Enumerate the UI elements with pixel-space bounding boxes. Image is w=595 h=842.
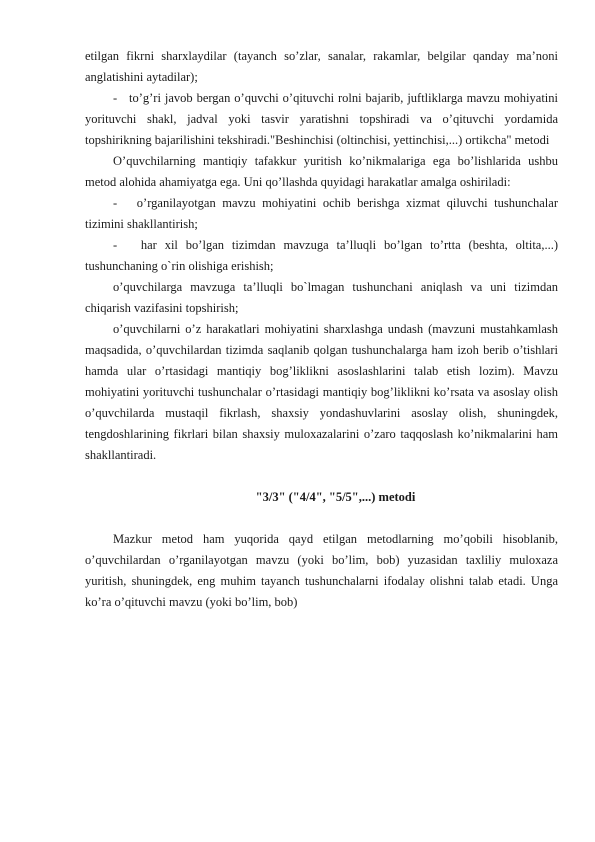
paragraph-2: - to’g’ri javob bergan o’quvchi o’qituvchi rolni bajarib, juftliklarga mavzu mohiyatini yorituvchi shakl, jadval yoki tasvir yaratishni topshiradi va o’qituvchi yordamida topshirikning bajarilishini tekshiradi."Beshinchisi (oltinchisi, yettinchisi,...) ortikcha" metodi — [85, 91, 558, 147]
paragraph-7: o’quvchilarni o’z harakatlari mohiyatini sharxlashga undash (mavzuni mustahkamlash maqsadida, o’quvchilardan tizimda saqlanib qolgan tushunchalarga ham izoh berib o’tishlari hamda ular o’rtasidagi mantiqiy bog’liklikni asoslashlarini talab etish lozim). Mavzu mohiyatini yorituvchi tushunchalar o’rtasidagi mantiqiy bog’liklikni ko’rsata va asoslay olish o’quvchilarda mustaqil fikrlash, shaxsiy yondashuvlarini asoslay olish, shuningdek, tengdoshlarining fikrlari bilan shaxsiy muloxazalarini o’zaro taqqoslash ko’nikmalarini ham shakllantiradi. — [85, 322, 558, 462]
paragraph-4: - o’rganilayotgan mavzu mohiyatini ochib berishga xizmat qiluvchi tushunchalar tizimini shakllantirish; — [85, 196, 558, 231]
paragraph-1: etilgan fikrni sharxlaydilar (tayanch so’zlar, sanalar, rakamlar, belgilar qanday ma’noni anglatishini aytadilar); — [85, 49, 558, 84]
paragraph-3: O’quvchilarning mantiqiy tafakkur yuritish ko’nikmalariga ega bo’lishlarida ushbu metod alohida ahamiyatga ega. Uni qo’llashda quyidagi harakatlar amalga oshiriladi: — [85, 154, 558, 189]
document-page — [85, 46, 558, 613]
section-heading: "3/3" ("4/4", "5/5",...) metodi — [255, 490, 416, 504]
closing-paragraph: Mazkur metod ham yuqorida qayd etilgan metodlarning mo’qobili hisoblanib, o’quvchilardan o’rganilayotgan mavzu (yoki bo’lim, bob) yuzasidan taxliliy muloxaza yuritish, shuningdek, eng muhim tayanch tushunchalarni ifodalay olishni talab etadi. Unga ko’ra o’qituvchi mavzu (yoki bo’lim, bob) — [85, 532, 558, 609]
paragraph-5: - har xil bo’lgan tizimdan mavzuga ta’lluqli bo’lgan to’rtta (beshta, oltita,...) tushunchaning o`rin olishiga erishish; — [85, 238, 558, 273]
paragraph-6: o’quvchilarga mavzuga ta’lluqli bo`lmagan tushunchani aniqlash va uni tizimdan chiqarish vazifasini topshirish; — [85, 280, 558, 315]
